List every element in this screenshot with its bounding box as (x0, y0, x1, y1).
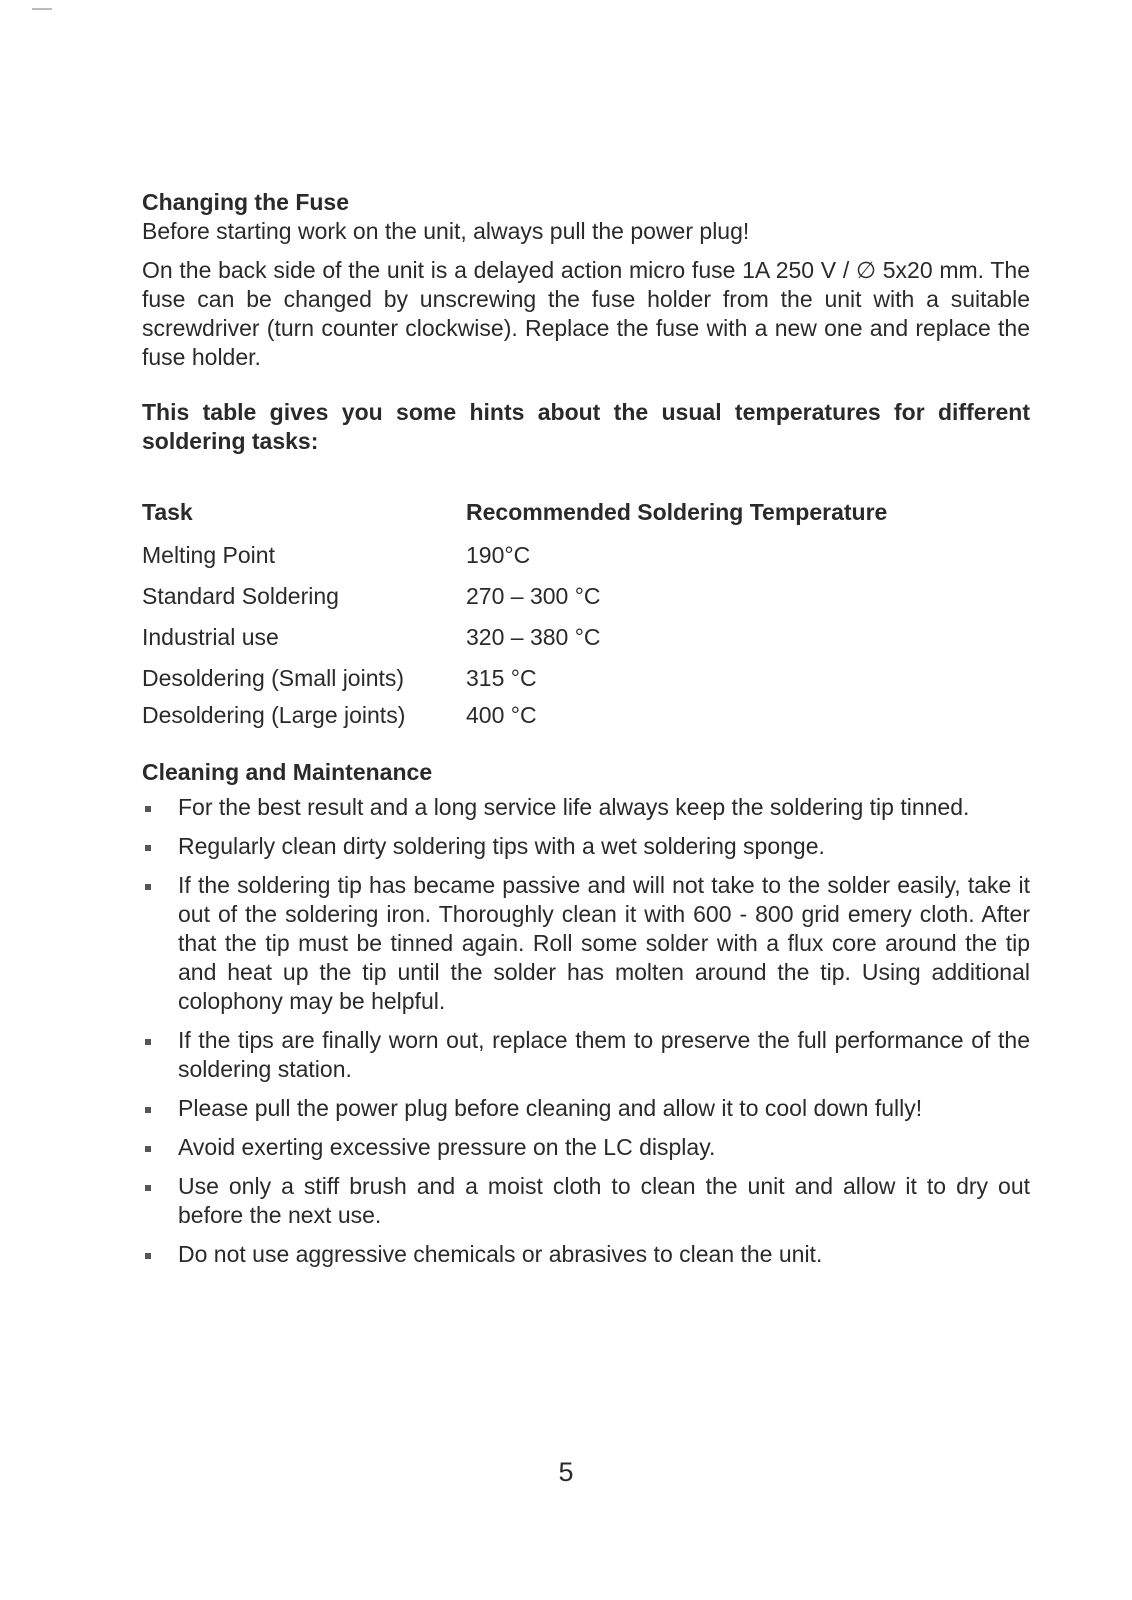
bullet-icon (145, 1039, 151, 1045)
cleaning-list (142, 793, 1030, 1269)
table-cell-temperature: 190°C (466, 542, 531, 568)
scan-mark (32, 8, 52, 10)
list-item (142, 1094, 1030, 1123)
list-item (142, 832, 1030, 861)
list-item (142, 793, 1030, 822)
bullet-icon (145, 1146, 151, 1152)
list-item (142, 1240, 1030, 1269)
table-row (142, 623, 1030, 664)
table-row (142, 701, 1030, 738)
table-cell-task: Desoldering (Large joints) (142, 702, 406, 728)
table-header-row (142, 498, 1030, 541)
table-row (142, 664, 1030, 701)
list-item-text: Use only a stiff brush and a moist cloth to clean the unit and allow it to dry out before the next use. (178, 1173, 1030, 1228)
table-cell-temperature: 400 °C (466, 702, 537, 728)
list-item (142, 1133, 1030, 1162)
list-item (142, 1026, 1030, 1084)
list-item (142, 1172, 1030, 1230)
table-header-task: Task (142, 499, 193, 525)
list-item-text: Do not use aggressive chemicals or abrasives to clean the unit. (178, 1241, 823, 1267)
table-row (142, 541, 1030, 582)
table-header-temperature: Recommended Soldering Temperature (466, 499, 888, 525)
table-cell-task: Melting Point (142, 542, 275, 568)
temperature-table (142, 498, 1030, 738)
table-cell-task: Standard Soldering (142, 583, 339, 609)
list-item-text: If the tips are finally worn out, replace them to preserve the full performance of the soldering station. (178, 1027, 1030, 1082)
table-cell-task: Desoldering (Small joints) (142, 665, 405, 691)
bullet-icon (145, 884, 151, 890)
temperature-hint: This table gives you some hints about the usual temperatures for different soldering tasks: (142, 399, 1030, 454)
fuse-body: On the back side of the unit is a delayed action micro fuse 1A 250 V / ∅ 5x20 mm. The fuse can be changed by unscrewing the fuse holder from the unit with a suitable screwdriver (turn counter clockwise). Replace the fuse with a new one and replace the fuse holder. (142, 257, 1030, 370)
table-cell-temperature: 320 – 380 °C (466, 624, 601, 650)
bullet-icon (145, 1253, 151, 1259)
list-item-text: Avoid exerting excessive pressure on the LC display. (178, 1134, 716, 1160)
bullet-icon (145, 1107, 151, 1113)
bullet-icon (145, 1185, 151, 1191)
table-cell-temperature: 315 °C (466, 665, 537, 691)
bullet-icon (145, 806, 151, 812)
fuse-warning: Before starting work on the unit, always pull the power plug! (142, 218, 750, 244)
list-item-text: Regularly clean dirty soldering tips with a wet soldering sponge. (178, 833, 825, 859)
bullet-icon (145, 845, 151, 851)
list-item-text: For the best result and a long service life always keep the soldering tip tinned. (178, 794, 970, 820)
table-row (142, 582, 1030, 623)
list-item-text: Please pull the power plug before cleaning and allow it to cool down fully! (178, 1095, 923, 1121)
fuse-heading: Changing the Fuse (142, 189, 349, 215)
list-item-text: If the soldering tip has became passive and will not take to the solder easily, take it out of the soldering iron. Thoroughly clean it with 600 - 800 grid emery cloth. After that the tip must be tinned again. Roll some solder with a flux core around the tip and heat up the tip until the solder has molten around the tip. Using additional colophony may be helpful. (178, 872, 1030, 1014)
table-cell-temperature: 270 – 300 °C (466, 583, 601, 609)
page-content (142, 188, 1030, 1279)
page-number: 5 (558, 1457, 574, 1487)
list-item (142, 871, 1030, 1016)
table-cell-task: Industrial use (142, 624, 279, 650)
cleaning-heading: Cleaning and Maintenance (142, 759, 433, 785)
